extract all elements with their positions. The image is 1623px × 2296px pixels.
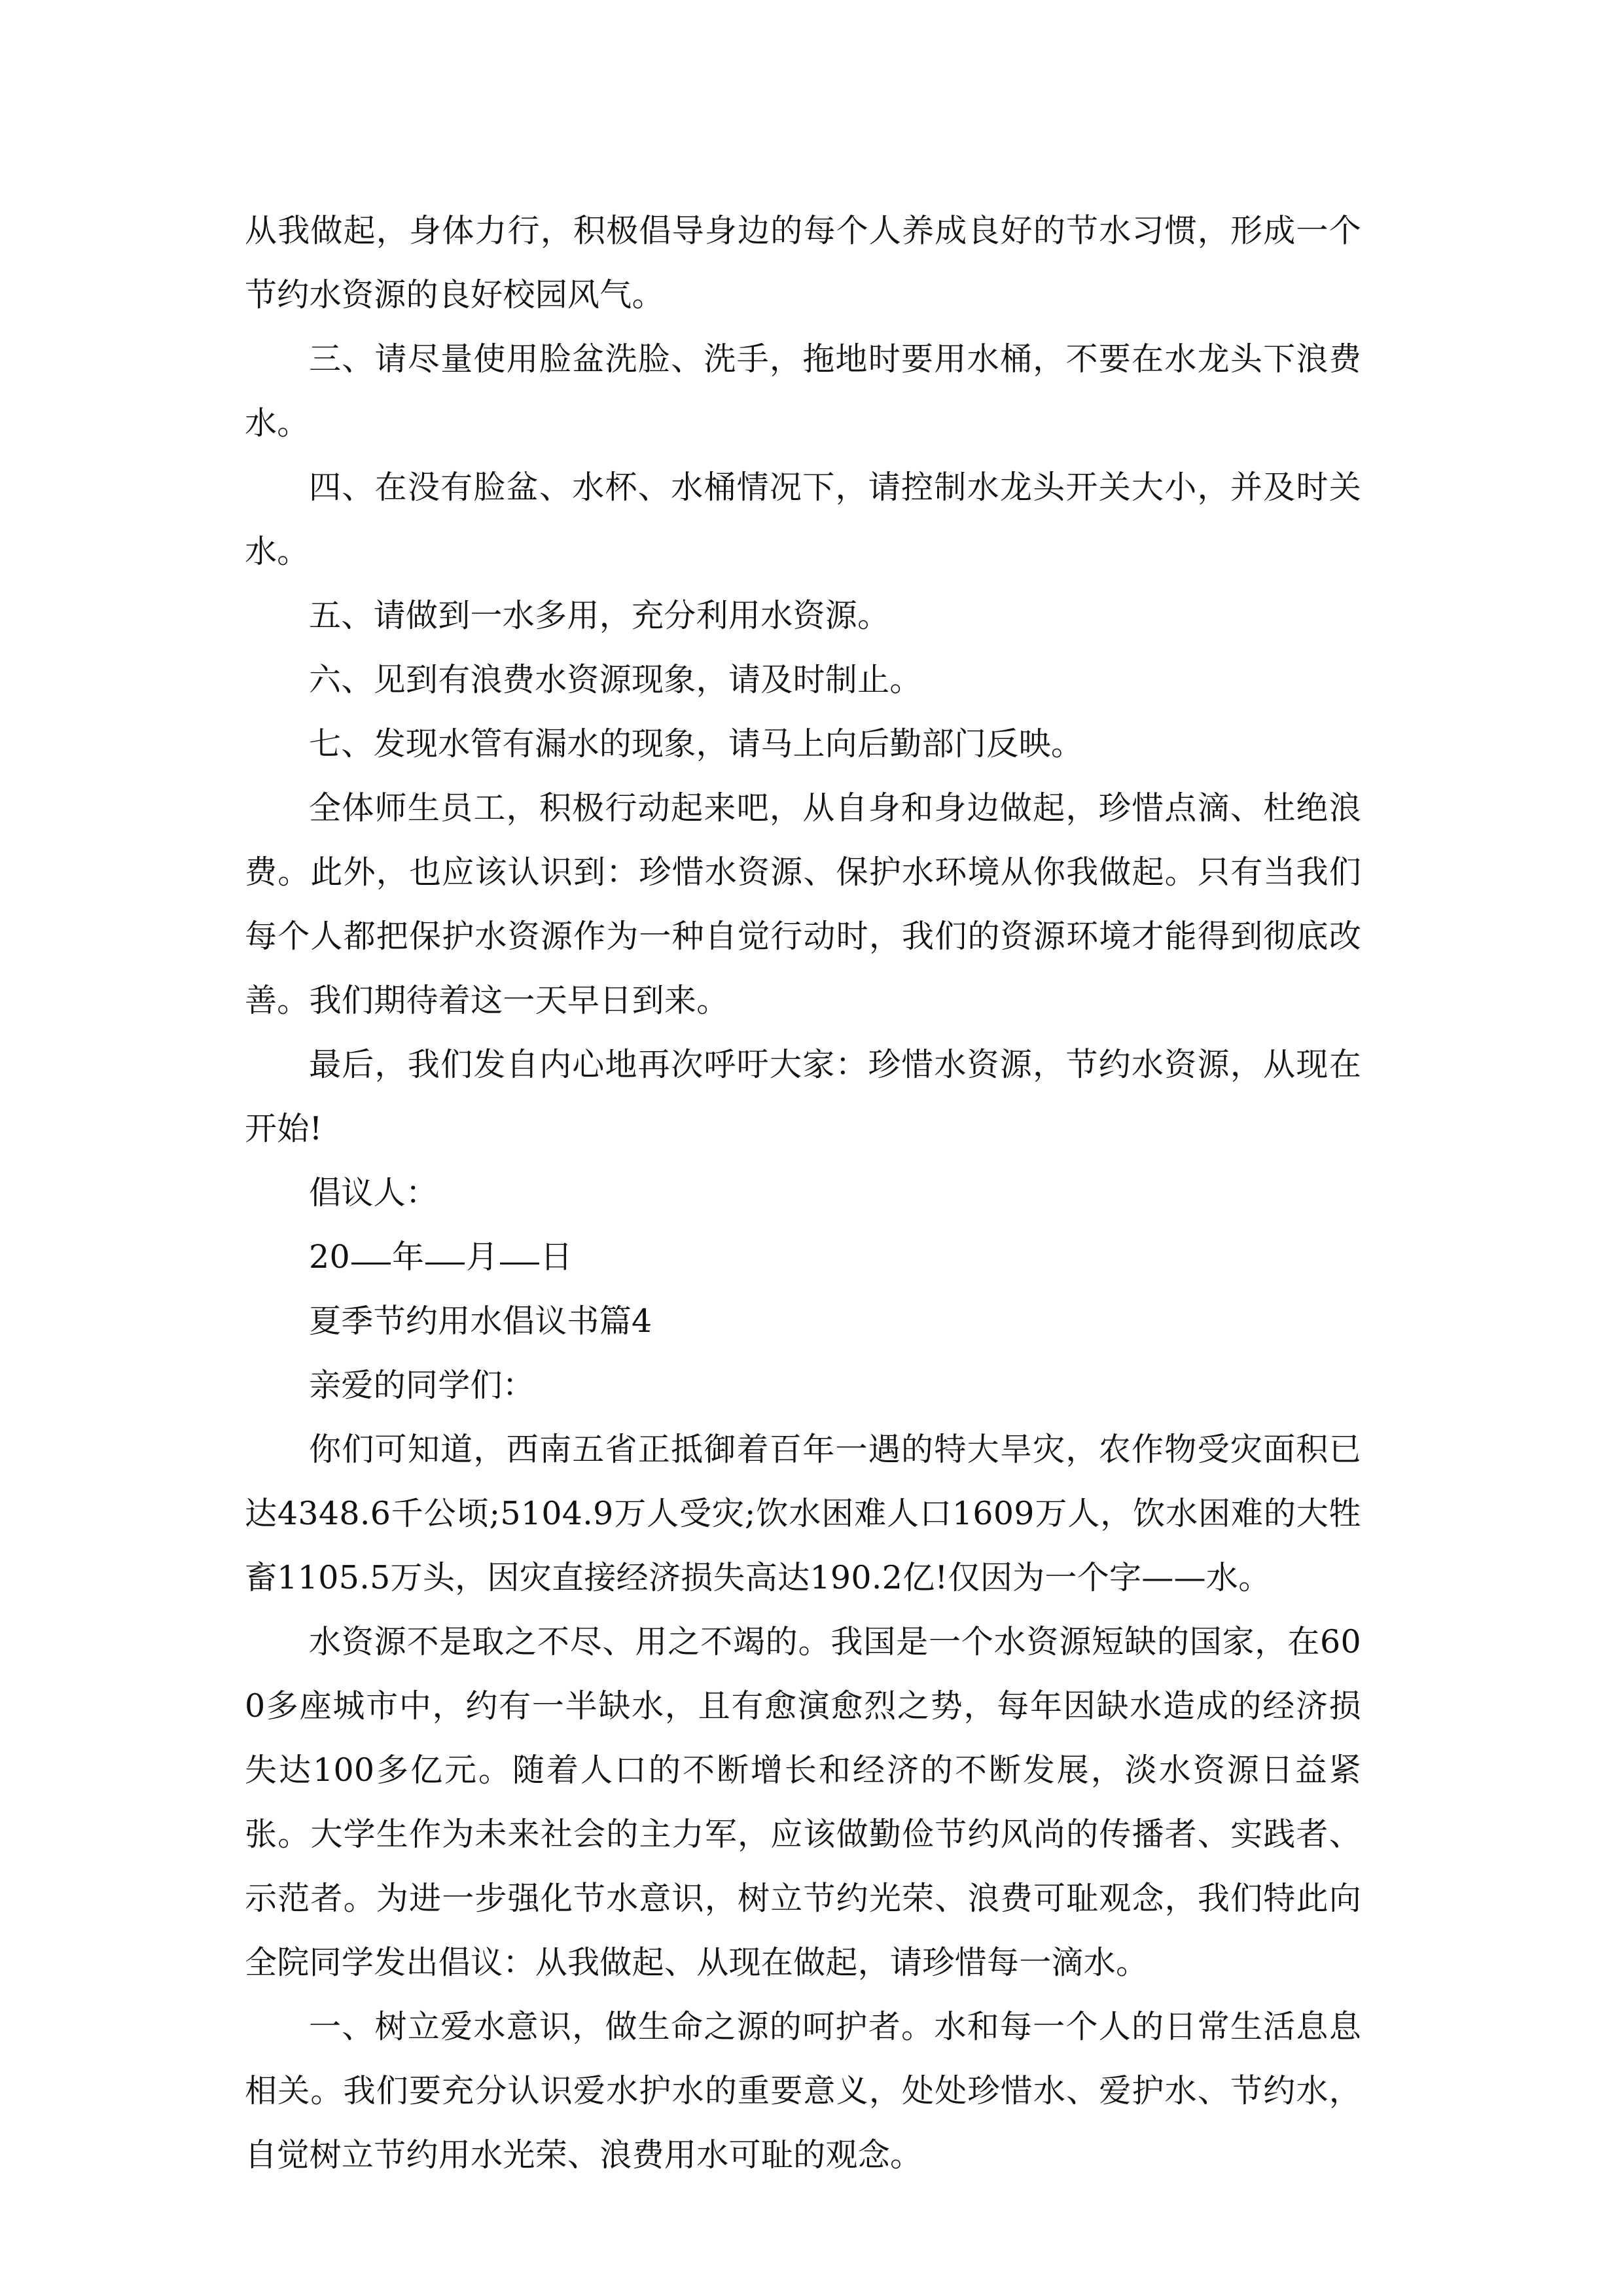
year-blank [351, 1262, 391, 1265]
date-year-char: 年 [391, 1238, 425, 1276]
paragraph-water-shortage: 水资源不是取之不尽、用之不竭的。我国是一个水资源短缺的国家，在600多座城市中，约有一半缺水，且有愈演愈烈之势，每年因缺水造成的经济损失达100多亿元。随着人口的不断增长和经济的不断发展，淡水资源日益紧张。大学生作为未来社会的主力军，应该做勤俭节约风尚的传播者、实践者、示范者。为进一步强化节水意识，树立节约光荣、浪费可耻观念，我们特此向全院同学发出倡议：从我做起、从现在做起，请珍惜每一滴水。 [245, 1623, 1361, 1981]
date-line [245, 1225, 1361, 1289]
date-year-prefix: 20 [309, 1238, 350, 1276]
date-day-char: 日 [540, 1238, 573, 1276]
paragraph-item-1: 一、树立爱水意识，做生命之源的呵护者。水和每一个人的日常生活息息相关。我们要充分认识爱水护水的重要意义，处处珍惜水、爱护水、节约水，自觉树立节约用水光荣、浪费用水可耻的观念。 [245, 2008, 1361, 2174]
paragraph-continuation: 从我做起，身体力行，积极倡导身边的每个人养成良好的节水习惯，形成一个节约水资源的良好校园风气。 [245, 212, 1361, 314]
date-month-char: 月 [466, 1238, 499, 1276]
paragraph-closing: 最后，我们发自内心地再次呼吁大家：珍惜水资源，节约水资源，从现在开始! [245, 1046, 1361, 1147]
document-body [245, 199, 1361, 2187]
month-blank [425, 1262, 465, 1265]
paragraph-drought: 你们可知道，西南五省正抵御着百年一遇的特大旱灾，农作物受灾面积已达4348.6千公顷;5104.9万人受灾;饮水困难人口1609万人，饮水困难的大牲畜1105.5万头，因灾直接经济损失高达190.2亿!仅因为一个字——水。 [245, 1431, 1361, 1596]
paragraph-item-6: 六、见到有浪费水资源现象，请及时制止。 [309, 661, 922, 698]
paragraph-item-4: 四、在没有脸盆、水杯、水桶情况下，请控制水龙头开关大小，并及时关水。 [245, 469, 1361, 570]
day-blank [500, 1262, 539, 1265]
paragraph-item-7: 七、发现水管有漏水的现象，请马上向后勤部门反映。 [309, 725, 1084, 762]
paragraph-item-5: 五、请做到一水多用，充分利用水资源。 [309, 597, 890, 634]
greeting: 亲爱的同学们： [309, 1367, 535, 1404]
section-title: 夏季节约用水倡议书篇4 [309, 1302, 652, 1340]
paragraph-item-3: 三、请尽量使用脸盆洗脸、洗手，拖地时要用水桶，不要在水龙头下浪费水。 [245, 340, 1361, 442]
signature-label: 倡议人： [309, 1174, 438, 1211]
paragraph-call-to-action: 全体师生员工，积极行动起来吧，从自身和身边做起，珍惜点滴、杜绝浪费。此外，也应该认识到：珍惜水资源、保护水环境从你我做起。只有当我们每个人都把保护水资源作为一种自觉行动时，我们的资源环境才能得到彻底改善。我们期待着这一天早日到来。 [245, 789, 1361, 1019]
